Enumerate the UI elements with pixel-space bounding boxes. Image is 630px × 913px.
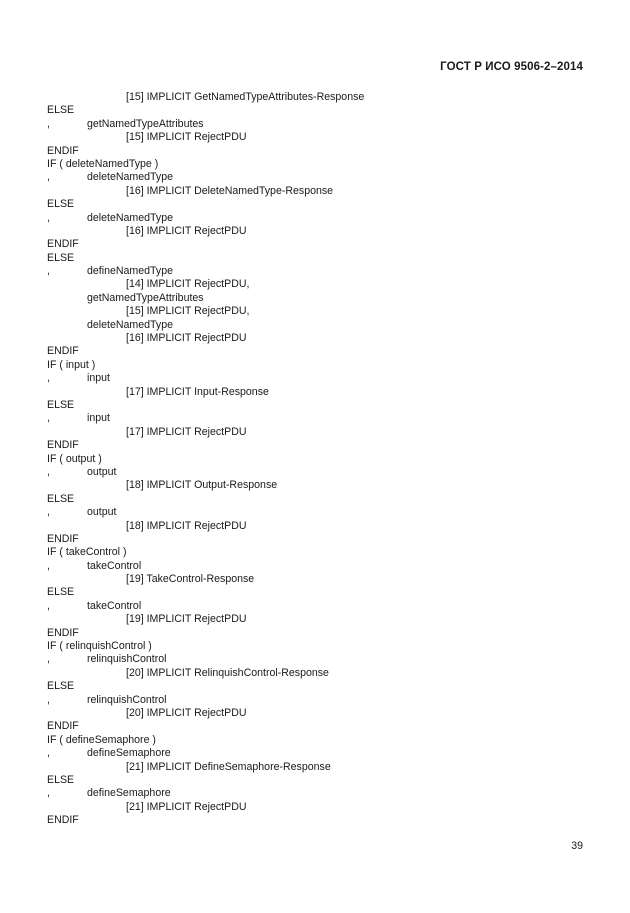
code-text: [18] IMPLICIT RejectPDU [126,519,247,532]
code-text: ENDIF [47,345,79,358]
code-text: ELSE [47,680,75,693]
code-text: , [47,693,50,706]
code-line [47,278,587,291]
code-text: ENDIF [47,144,79,157]
code-line [47,359,587,372]
asn1-code-block [47,91,587,827]
code-text: [17] IMPLICIT RejectPDU [126,425,247,438]
code-text: [21] IMPLICIT RejectPDU [126,800,247,813]
code-continuation: output [87,465,117,478]
code-text: , [47,465,50,478]
code-text: ENDIF [47,626,79,639]
code-text: , [47,412,50,425]
code-text: [20] IMPLICIT RelinquishControl-Response [126,666,329,679]
code-text: IF ( defineSemaphore ) [47,733,156,746]
code-line [47,332,587,345]
code-line [47,399,587,412]
code-continuation: takeControl [87,599,142,612]
code-text: IF ( deleteNamedType ) [47,157,159,170]
code-text: , [47,787,50,800]
code-line [47,573,587,586]
code-line [47,158,587,171]
code-text: ENDIF [47,238,79,251]
code-line [47,506,587,519]
code-line [47,292,587,305]
code-line [47,171,587,184]
code-line [47,104,587,117]
code-text: , [47,506,50,519]
code-text: [16] IMPLICIT RejectPDU [126,224,247,237]
code-text: ENDIF [47,814,79,827]
code-text: [20] IMPLICIT RejectPDU [126,706,247,719]
code-continuation: takeControl [87,559,142,572]
code-line [47,546,587,559]
code-continuation: defineSemaphore [87,747,171,760]
code-text: IF ( takeControl ) [47,546,127,559]
code-line [47,761,587,774]
code-line [47,372,587,385]
code-continuation: defineNamedType [87,265,173,278]
code-continuation: relinquishControl [87,693,167,706]
code-line [47,91,587,104]
code-line [47,238,587,251]
code-text: , [47,653,50,666]
code-line [47,640,587,653]
code-line [47,586,587,599]
code-continuation: input [87,412,110,425]
code-text: ELSE [47,773,75,786]
code-text: , [47,372,50,385]
code-line [47,720,587,733]
code-text: , [47,599,50,612]
code-line [47,198,587,211]
code-text: , [47,211,50,224]
code-line [47,131,587,144]
page-number: 39 [571,840,583,852]
code-line [47,520,587,533]
code-text: getNamedTypeAttributes [87,291,204,304]
code-line [47,694,587,707]
code-text: [17] IMPLICIT Input-Response [126,385,269,398]
code-text: ENDIF [47,720,79,733]
code-text: [18] IMPLICIT Output-Response [126,479,278,492]
code-line [47,667,587,680]
code-line [47,118,587,131]
code-text: ELSE [47,251,75,264]
code-text: , [47,747,50,760]
code-line [47,412,587,425]
code-line [47,707,587,720]
code-line [47,426,587,439]
code-line [47,787,587,800]
code-text: deleteNamedType [87,318,173,331]
code-line [47,225,587,238]
code-line [47,680,587,693]
code-text: [21] IMPLICIT DefineSemaphore-Response [126,760,331,773]
code-line [47,185,587,198]
code-text: [16] IMPLICIT DeleteNamedType-Response [126,184,334,197]
code-line [47,747,587,760]
code-text: [14] IMPLICIT RejectPDU, [126,278,250,291]
code-line [47,493,587,506]
code-text: ELSE [47,398,75,411]
code-line [47,319,587,332]
code-line [47,386,587,399]
code-line [47,560,587,573]
code-text: [15] IMPLICIT RejectPDU [126,131,247,144]
code-line [47,345,587,358]
code-continuation: getNamedTypeAttributes [87,117,204,130]
code-line [47,627,587,640]
code-line [47,212,587,225]
code-line [47,774,587,787]
code-line [47,439,587,452]
code-line [47,305,587,318]
document-header: ГОСТ Р ИСО 9506-2–2014 [440,61,583,73]
code-line [47,653,587,666]
code-text: [19] IMPLICIT RejectPDU [126,613,247,626]
code-text: ENDIF [47,532,79,545]
code-text: ELSE [47,104,75,117]
code-text: ELSE [47,492,75,505]
code-continuation: deleteNamedType [87,211,173,224]
code-text: ENDIF [47,439,79,452]
code-text: [15] IMPLICIT RejectPDU, [126,305,250,318]
code-line [47,479,587,492]
code-text: , [47,117,50,130]
code-line [47,145,587,158]
code-line [47,252,587,265]
code-continuation: input [87,372,110,385]
code-text: ELSE [47,198,75,211]
code-continuation: defineSemaphore [87,787,171,800]
code-line [47,533,587,546]
code-continuation: deleteNamedType [87,171,173,184]
code-text: , [47,171,50,184]
code-line [47,613,587,626]
code-text: , [47,559,50,572]
code-text: [15] IMPLICIT GetNamedTypeAttributes-Response [126,91,365,103]
code-text: [16] IMPLICIT RejectPDU [126,332,247,345]
code-continuation: output [87,506,117,519]
code-line [47,600,587,613]
code-text: IF ( input ) [47,358,96,371]
code-text: IF ( relinquishControl ) [47,640,152,653]
code-line [47,466,587,479]
code-text: ELSE [47,586,75,599]
code-text: , [47,265,50,278]
code-line [47,734,587,747]
code-continuation: relinquishControl [87,653,167,666]
code-line [47,453,587,466]
code-line [47,801,587,814]
code-line [47,814,587,827]
code-line [47,265,587,278]
code-text: IF ( output ) [47,452,102,465]
code-text: [19] TakeControl-Response [126,573,255,586]
